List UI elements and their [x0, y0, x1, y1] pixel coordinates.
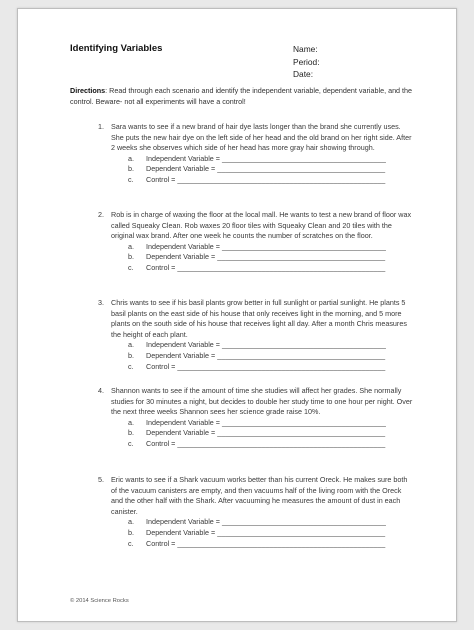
answer-line: Independent Variable = _________________________________________: [146, 241, 386, 251]
question-4: [70, 386, 415, 450]
answer-item-dependent: [128, 428, 415, 439]
answer-item-independent: [128, 418, 415, 429]
item-letter: a.: [128, 517, 134, 527]
item-letter: b.: [128, 164, 134, 174]
answer-line: Control = ____________________________________________________: [146, 438, 386, 448]
answer-item-control: [128, 263, 415, 274]
item-letter: b.: [128, 527, 134, 537]
item-letter: a.: [128, 241, 134, 251]
question-number: 1.: [98, 122, 104, 131]
answer-list: [128, 418, 415, 450]
question-text: Shannon wants to see if the amount of time she studies will affect her grades. She normally studies for 30 minutes a night, but decides to double her study time to one hour per night. Over the next three weeks Shannon sees her science grade raise 10%.: [111, 386, 413, 417]
question-number: 2.: [98, 210, 104, 219]
answer-line: Dependent Variable = __________________________________________: [146, 164, 386, 174]
answer-line: Dependent Variable = __________________________________________: [146, 428, 386, 438]
date-label: Date:: [293, 69, 314, 79]
answer-line: Control = ____________________________________________________: [146, 538, 386, 548]
worksheet-page: [17, 8, 457, 622]
item-letter: a.: [128, 153, 134, 163]
period-label: Period:: [293, 56, 320, 67]
name-label: Name:: [293, 44, 318, 54]
answer-item-independent: [128, 517, 415, 528]
answer-item-dependent: [128, 528, 415, 539]
answer-line: Dependent Variable = __________________________________________: [146, 350, 386, 360]
item-letter: c.: [128, 174, 134, 184]
answer-item-control: [128, 362, 415, 373]
answer-list: [128, 242, 415, 274]
item-letter: b.: [128, 428, 134, 438]
answer-item-control: [128, 439, 415, 450]
copyright-footer: © 2014 Science Rocks: [70, 598, 129, 604]
answer-item-independent: [128, 340, 415, 351]
question-text: Sara wants to see if a new brand of hair dye lasts longer than the brand she currently uses. She puts the new hair dye on the left side of her head and the old brand on her right side. After 2 weeks she observes which side of her head has more gray hair showing through.: [111, 122, 412, 153]
question-3: [70, 298, 415, 372]
directions-text: : Read through each scenario and identify the independent variable, dependent variable, and the control. Beware- not all experiments will have a control!: [70, 86, 413, 106]
question-text: Rob is in charge of waxing the floor at the local mall. He wants to test a new brand of floor wax called Squeaky Clean. Rob waxes 20 floor tiles with Squeaky Clean and 20 tiles with the original wax brand. After one week he counts the number of scratches on the floor.: [111, 210, 412, 241]
answer-list: [128, 154, 415, 186]
question-number: 3.: [98, 298, 104, 307]
item-letter: a.: [128, 340, 134, 350]
question-2: [70, 210, 415, 274]
item-letter: a.: [128, 417, 134, 427]
answer-item-dependent: [128, 351, 415, 362]
item-letter: b.: [128, 350, 134, 360]
answer-line: Control = ____________________________________________________: [146, 174, 386, 184]
answer-line: Control = ____________________________________________________: [146, 361, 386, 371]
worksheet-title: Identifying Variables: [70, 43, 163, 54]
answer-item-independent: [128, 242, 415, 253]
item-letter: c.: [128, 262, 134, 272]
question-text: Eric wants to see if a Shark vacuum works better than his current Oreck. He makes sure both of the vacuum canisters are empty, and then vacuums half of the living room with the Oreck and the other half with the Shark. After vacuuming he measures the amount of dust in each canister.: [111, 475, 408, 516]
answer-list: [128, 517, 415, 549]
question-text: Chris wants to see if his basil plants grow better in full sunlight or partial sunlight. He plants 5 basil plants on the east side of his house that only receives light in the morning, and 5 more plants on the south side of his house that receives light all day. After a month Chris measures the height of each plant.: [111, 298, 407, 339]
answer-line: Control = ____________________________________________________: [146, 262, 386, 272]
question-number: 5.: [98, 475, 104, 484]
directions: [70, 86, 415, 107]
answer-list: [128, 340, 415, 372]
item-letter: b.: [128, 252, 134, 262]
answer-line: Independent Variable = _________________________________________: [146, 517, 386, 527]
item-letter: c.: [128, 438, 134, 448]
item-letter: c.: [128, 538, 134, 548]
answer-line: Independent Variable = _________________________________________: [146, 417, 386, 427]
answer-item-control: [128, 539, 415, 550]
directions-lead: Directions: [70, 86, 106, 95]
question-1: [70, 122, 415, 186]
answer-item-dependent: [128, 164, 415, 175]
answer-line: Dependent Variable = __________________________________________: [146, 252, 386, 262]
answer-line: Independent Variable = _________________________________________: [146, 340, 386, 350]
student-info-block: [293, 43, 320, 81]
answer-item-control: [128, 175, 415, 186]
answer-item-independent: [128, 154, 415, 165]
question-5: [70, 475, 415, 549]
answer-line: Dependent Variable = __________________________________________: [146, 527, 386, 537]
answer-item-dependent: [128, 252, 415, 263]
answer-line: Independent Variable = _________________________________________: [146, 153, 386, 163]
question-number: 4.: [98, 386, 104, 395]
item-letter: c.: [128, 361, 134, 371]
